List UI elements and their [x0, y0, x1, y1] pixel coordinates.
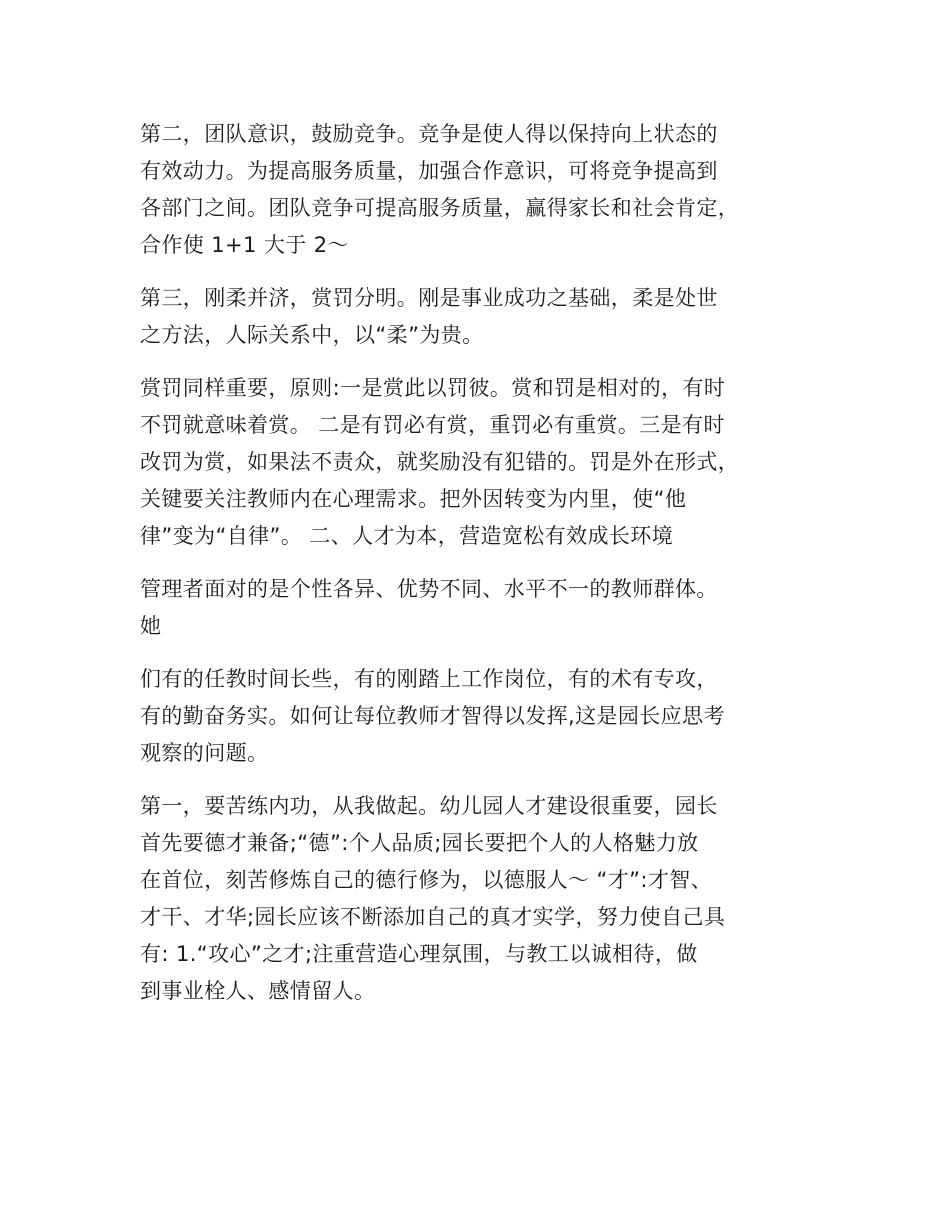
text-line: 律”变为“自律”。 二、人才为本，营造宽松有效成长环境 [140, 524, 674, 548]
text-line: 第一，要苦练内功，从我做起。幼儿园人才建设很重要，园长 [140, 794, 718, 818]
text-line: 有的勤奋务实。如何让每位教师才智得以发挥,这是园长应思考 [140, 704, 725, 728]
text-line: 在首位，刻苦修炼自己的德行修为，以德服人～ “才”:才智、 [140, 868, 713, 892]
document-page [140, 116, 820, 1026]
paragraph-teachers [140, 661, 820, 772]
text-line: 管理者面对的是个性各异、优势不同、水平不一的教师群体。 [140, 577, 718, 601]
paragraph-rewards-punishments [140, 370, 820, 555]
text-line: 改罚为赏，如果法不责众，就奖励没有犯错的。罚是外在形式， [140, 450, 740, 474]
text-line: 有效动力。为提高服务质量，加强合作意识，可将竞争提高到 [140, 159, 718, 183]
text-line: 观察的问题。 [140, 741, 269, 765]
text-line: 第三，刚柔并济，赏罚分明。刚是事业成功之基础，柔是处世 [140, 286, 718, 310]
text-line: 们有的任教时间长些，有的刚踏上工作岗位，有的术有专攻， [140, 667, 718, 691]
paragraph-inner-skills [140, 788, 820, 1010]
text-line: 她 [140, 614, 162, 638]
text-line: 到事业栓人、感情留人。 [140, 979, 376, 1003]
text-line: 第二，团队意识，鼓励竞争。竞争是使人得以保持向上状态的 [140, 122, 718, 146]
paragraph-firm-and-gentle [140, 280, 820, 354]
paragraph-managers [140, 571, 820, 645]
text-line: 合作使 1+1 大于 2～ [140, 233, 349, 257]
paragraph-teamwork [140, 116, 820, 264]
text-line: 各部门之间。团队竞争可提高服务质量，赢得家长和社会肯定， [140, 196, 740, 220]
text-line: 才干、才华;园长应该不断添加自己的真才实学，努力使自己具 [140, 905, 726, 929]
text-line: 有: 1.“攻心”之才;注重营造心理氛围，与教工以诚相待，做 [140, 942, 698, 966]
text-line: 不罚就意味着赏。 二是有罚必有赏，重罚必有重赏。三是有时 [140, 413, 725, 437]
text-line: 赏罚同样重要，原则:一是赏此以罚彼。赏和罚是相对的，有时 [140, 376, 726, 400]
text-line: 首先要德才兼备;“德”:个人品质;园长要把个人的人格魅力放 [140, 831, 699, 855]
text-line: 之方法，人际关系中，以“柔”为贵。 [140, 323, 484, 347]
text-line: 关键要关注教师内在心理需求。把外因转变为内里，使“他 [140, 487, 687, 511]
